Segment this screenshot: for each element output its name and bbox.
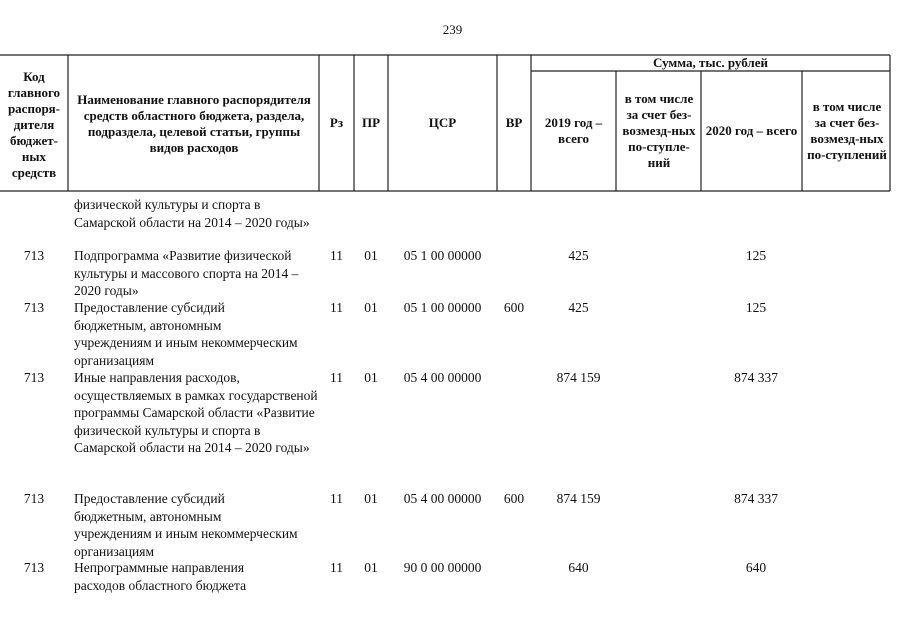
- row-vr: 600: [503, 491, 525, 506]
- row-name: Предоставление субсидий бюджетным, автономным учреждениям и иным некоммерческим организациям: [74, 491, 298, 559]
- row-name: Предоставление субсидий бюджетным, автономным учреждениям и иным некоммерческим организациям: [74, 300, 298, 368]
- row-csr: 05 1 00 00000: [403, 300, 482, 315]
- row-pr: 01: [364, 300, 378, 315]
- row-rz: 11: [330, 560, 343, 575]
- row-code: 713: [23, 560, 45, 575]
- header-2019-free: в том числе за счет без-возмезд-ных по-ступле-ний: [622, 91, 696, 170]
- continuation-text: физической культуры и спорта в Самарской области на 2014 – 2020 годы»: [74, 197, 310, 230]
- row-sum-2019: 874 159: [556, 370, 601, 385]
- row-vr: 600: [503, 300, 525, 315]
- header-2019-total: 2019 год – всего: [544, 115, 603, 146]
- row-sum-2020: 874 337: [734, 491, 778, 506]
- header-pr: ПР: [361, 115, 381, 130]
- row-rz: 11: [330, 300, 343, 315]
- row-pr: 01: [364, 491, 378, 506]
- row-pr: 01: [364, 560, 378, 575]
- row-sum-2019: 425: [568, 248, 589, 263]
- row-rz: 11: [330, 491, 343, 506]
- row-sum-2020: 125: [745, 248, 767, 263]
- row-sum-2019: 874 159: [556, 491, 601, 506]
- row-csr: 90 0 00 00000: [403, 560, 482, 575]
- row-code: 713: [23, 370, 45, 385]
- row-name: Подпрограмма «Развитие физической культуры и массового спорта на 2014 – 2020 годы»: [74, 248, 299, 298]
- row-rz: 11: [330, 248, 343, 263]
- row-name: Иные направления расходов, осуществляемых в рамках государственой программы Самарской области «Развитие физической культуры и спорта в Самарской области на 2014 – 2020 годы»: [74, 370, 318, 455]
- header-2020-total: 2020 год – всего: [705, 123, 798, 138]
- header-rz: Рз: [329, 115, 344, 130]
- header-2020-free: в том числе за счет без-возмезд-ных по-ступлений: [807, 99, 887, 162]
- row-sum-2020: 125: [745, 300, 767, 315]
- header-sum: Сумма, тыс. рублей: [653, 55, 768, 70]
- row-sum-2020: 874 337: [734, 370, 778, 385]
- row-sum-2019: 425: [568, 300, 589, 315]
- row-code: 713: [23, 491, 45, 506]
- row-pr: 01: [364, 248, 378, 263]
- header-name: Наименование главного распорядителя средств областного бюджета, раздела, подраздела, целевой статьи, группы видов расходов: [77, 92, 311, 155]
- header-code: Код главного распоря-дителя бюджет-ных средств: [7, 69, 61, 180]
- row-code: 713: [23, 248, 45, 263]
- row-rz: 11: [330, 370, 343, 385]
- row-csr: 05 4 00 00000: [403, 491, 482, 506]
- row-name: Непрограммные направления расходов областного бюджета: [74, 560, 247, 593]
- header-csr: ЦСР: [428, 115, 457, 130]
- table-header: [0, 54, 905, 192]
- page-number: 239: [442, 22, 463, 37]
- row-pr: 01: [364, 370, 378, 385]
- header-vr: ВР: [505, 115, 523, 130]
- row-csr: 05 1 00 00000: [403, 248, 482, 263]
- row-code: 713: [23, 300, 45, 315]
- row-sum-2020: 640: [745, 560, 767, 575]
- row-csr: 05 4 00 00000: [403, 370, 482, 385]
- row-sum-2019: 640: [568, 560, 589, 575]
